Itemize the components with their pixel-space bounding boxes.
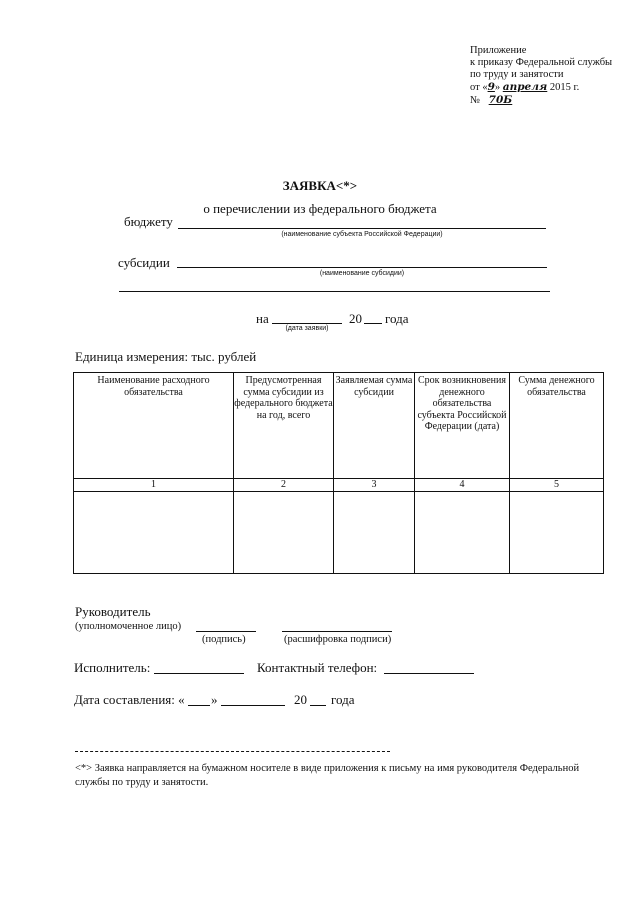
table-cell[interactable] — [510, 492, 604, 574]
signature-field[interactable] — [196, 631, 256, 632]
table-cell[interactable] — [234, 492, 334, 574]
column-number: 2 — [234, 479, 334, 492]
appendix-date-prefix: от « — [470, 82, 488, 93]
head-label: Руководитель — [75, 604, 151, 619]
compiled-date-label: Дата составления: « — [74, 692, 185, 707]
table-cell[interactable] — [415, 492, 510, 574]
request-date-year-suffix: года — [385, 311, 409, 326]
appendix-number-label: № — [470, 95, 481, 106]
request-date-field[interactable] — [272, 323, 342, 324]
header-obligation-date: Срок возникновения денежного обязательства субъекта Российской Федерации (дата) — [415, 373, 510, 479]
form-title: ЗАЯВКА<*> — [282, 178, 358, 193]
signature-decode-hint: (расшифровка подписи) — [284, 634, 392, 645]
compiled-month-field[interactable] — [221, 705, 285, 706]
header-obligation-name: Наименование расходного обязательства — [74, 373, 234, 479]
signature-hint: (подпись) — [202, 634, 246, 645]
appendix-month: апреля — [502, 81, 548, 93]
appendix-line-2: к приказу Федеральной службы — [470, 57, 613, 68]
request-date-year-field[interactable] — [364, 323, 382, 324]
request-date-hint: (дата заявки) — [285, 325, 329, 332]
executor-label: Исполнитель: — [74, 660, 151, 675]
compiled-quote-close: » — [211, 692, 218, 707]
executor-field[interactable] — [154, 673, 244, 674]
table-cell[interactable] — [334, 492, 415, 574]
compiled-year-prefix: 20 — [294, 692, 307, 707]
table-cell[interactable] — [74, 492, 234, 574]
appendix-number-line — [470, 94, 635, 107]
budget-label: бюджету — [124, 214, 173, 229]
subsidy-hint: (наименование субсидии) — [319, 270, 405, 277]
column-number: 1 — [74, 479, 234, 492]
appendix-line-1: Приложение — [470, 45, 527, 56]
footnote-divider — [75, 751, 390, 752]
appendix-year: 2015 г. — [549, 82, 580, 93]
header-obligation-amount: Сумма денежного обязательства — [510, 373, 604, 479]
table-number-row — [74, 479, 604, 492]
appendix-block — [470, 45, 635, 107]
appendix-line-3: по труду и занятости — [470, 69, 564, 80]
header-planned-subsidy: Предусмотренная сумма субсидии из федерального бюджета на год, всего — [234, 373, 334, 479]
footnote: <*> Заявка направляется на бумажном носителе в виде приложения к письму на имя руководителя Федеральной службы по труду и занятости. — [75, 763, 580, 788]
column-number: 3 — [334, 479, 415, 492]
appendix-number: 70Б — [488, 94, 513, 106]
phone-label: Контактный телефон: — [257, 660, 378, 675]
compiled-day-field[interactable] — [188, 705, 210, 706]
compiled-year-suffix: года — [331, 692, 355, 707]
request-date-na: на — [256, 311, 269, 326]
units-label: Единица измерения: тыс. рублей — [75, 349, 257, 364]
signature-decode-field[interactable] — [282, 631, 392, 632]
appendix-day: 9 — [487, 81, 495, 93]
table-header-row — [74, 373, 604, 479]
subsidy-field[interactable] — [177, 267, 547, 268]
form-subtitle: о перечислении из федерального бюджета — [203, 201, 437, 216]
column-number: 4 — [415, 479, 510, 492]
compiled-year-field[interactable] — [310, 705, 326, 706]
budget-field[interactable] — [178, 228, 546, 229]
header-requested-subsidy: Заявляемая сумма субсидии — [334, 373, 415, 479]
budget-hint: (наименование субъекта Российской Федерации) — [281, 231, 443, 238]
table-row — [74, 492, 604, 574]
subsidy-field-continuation[interactable] — [119, 291, 550, 292]
column-number: 5 — [510, 479, 604, 492]
subsidy-table — [73, 372, 604, 574]
subsidy-label: субсидии — [118, 255, 170, 270]
request-date-year-prefix: 20 — [349, 311, 362, 326]
appendix-date-mid: » — [494, 82, 501, 93]
appendix-date — [470, 81, 635, 94]
authorized-label: (уполномоченное лицо) — [75, 621, 182, 632]
phone-field[interactable] — [384, 673, 474, 674]
